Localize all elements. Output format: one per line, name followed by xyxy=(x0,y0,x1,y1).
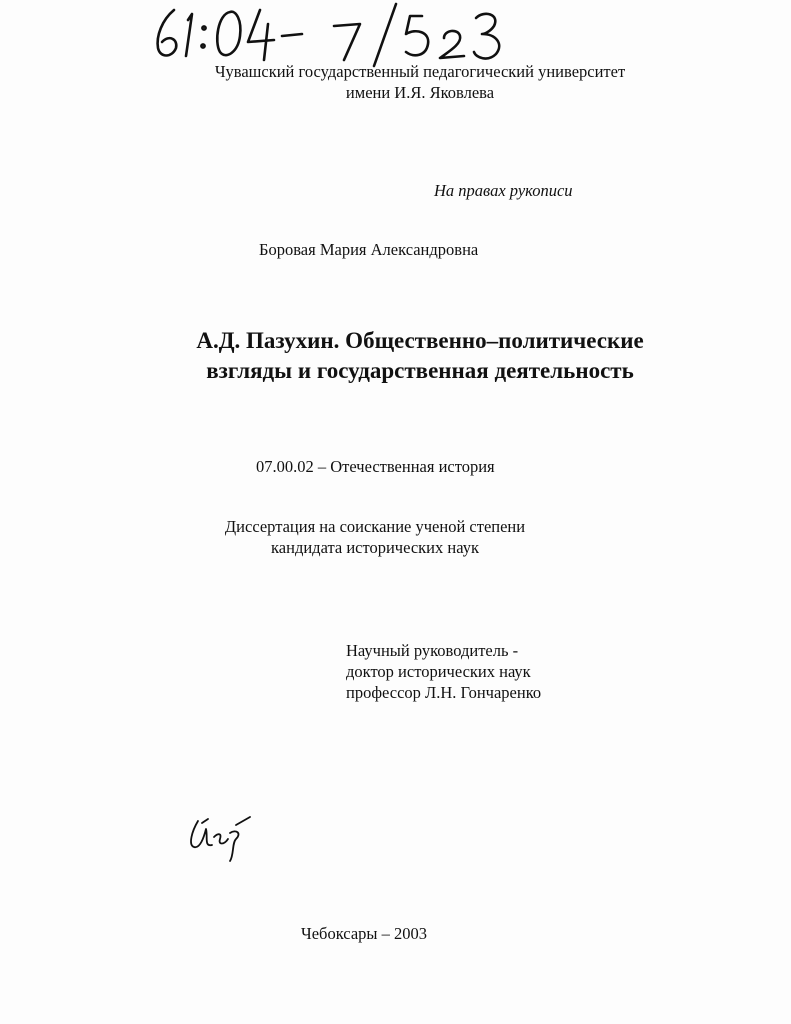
author-name: Боровая Мария Александровна xyxy=(259,240,479,259)
university-line-1: Чувашский государственный педагогический университет xyxy=(214,62,626,81)
rights-note: На правах рукописи xyxy=(434,181,573,200)
degree-statement xyxy=(200,516,550,558)
university-line-2: имени И.Я. Яковлева xyxy=(345,83,495,102)
title-line-1: А.Д. Пазухин. Общественно–политические xyxy=(196,328,644,353)
dissertation-title xyxy=(140,326,700,386)
advisor-line-2: доктор исторических наук xyxy=(346,662,531,681)
university-name xyxy=(160,61,680,103)
degree-line-2: кандидата исторических наук xyxy=(271,538,479,557)
advisor-line-3: профессор Л.Н. Гончаренко xyxy=(346,683,542,702)
degree-line-1: Диссертация на соискание ученой степени xyxy=(224,517,526,536)
title-line-2: взгляды и государственная деятельность xyxy=(206,358,634,383)
handwritten-signature xyxy=(184,803,254,865)
scientific-advisor xyxy=(346,640,541,703)
specialty-code: 07.00.02 – Отечественная история xyxy=(256,457,495,476)
handwritten-archive-code xyxy=(148,2,588,68)
advisor-line-1: Научный руководитель - xyxy=(346,641,519,660)
handwritten-code-drawing xyxy=(148,2,588,68)
city-and-year: Чебоксары – 2003 xyxy=(301,924,427,943)
signature-icon xyxy=(184,803,254,865)
